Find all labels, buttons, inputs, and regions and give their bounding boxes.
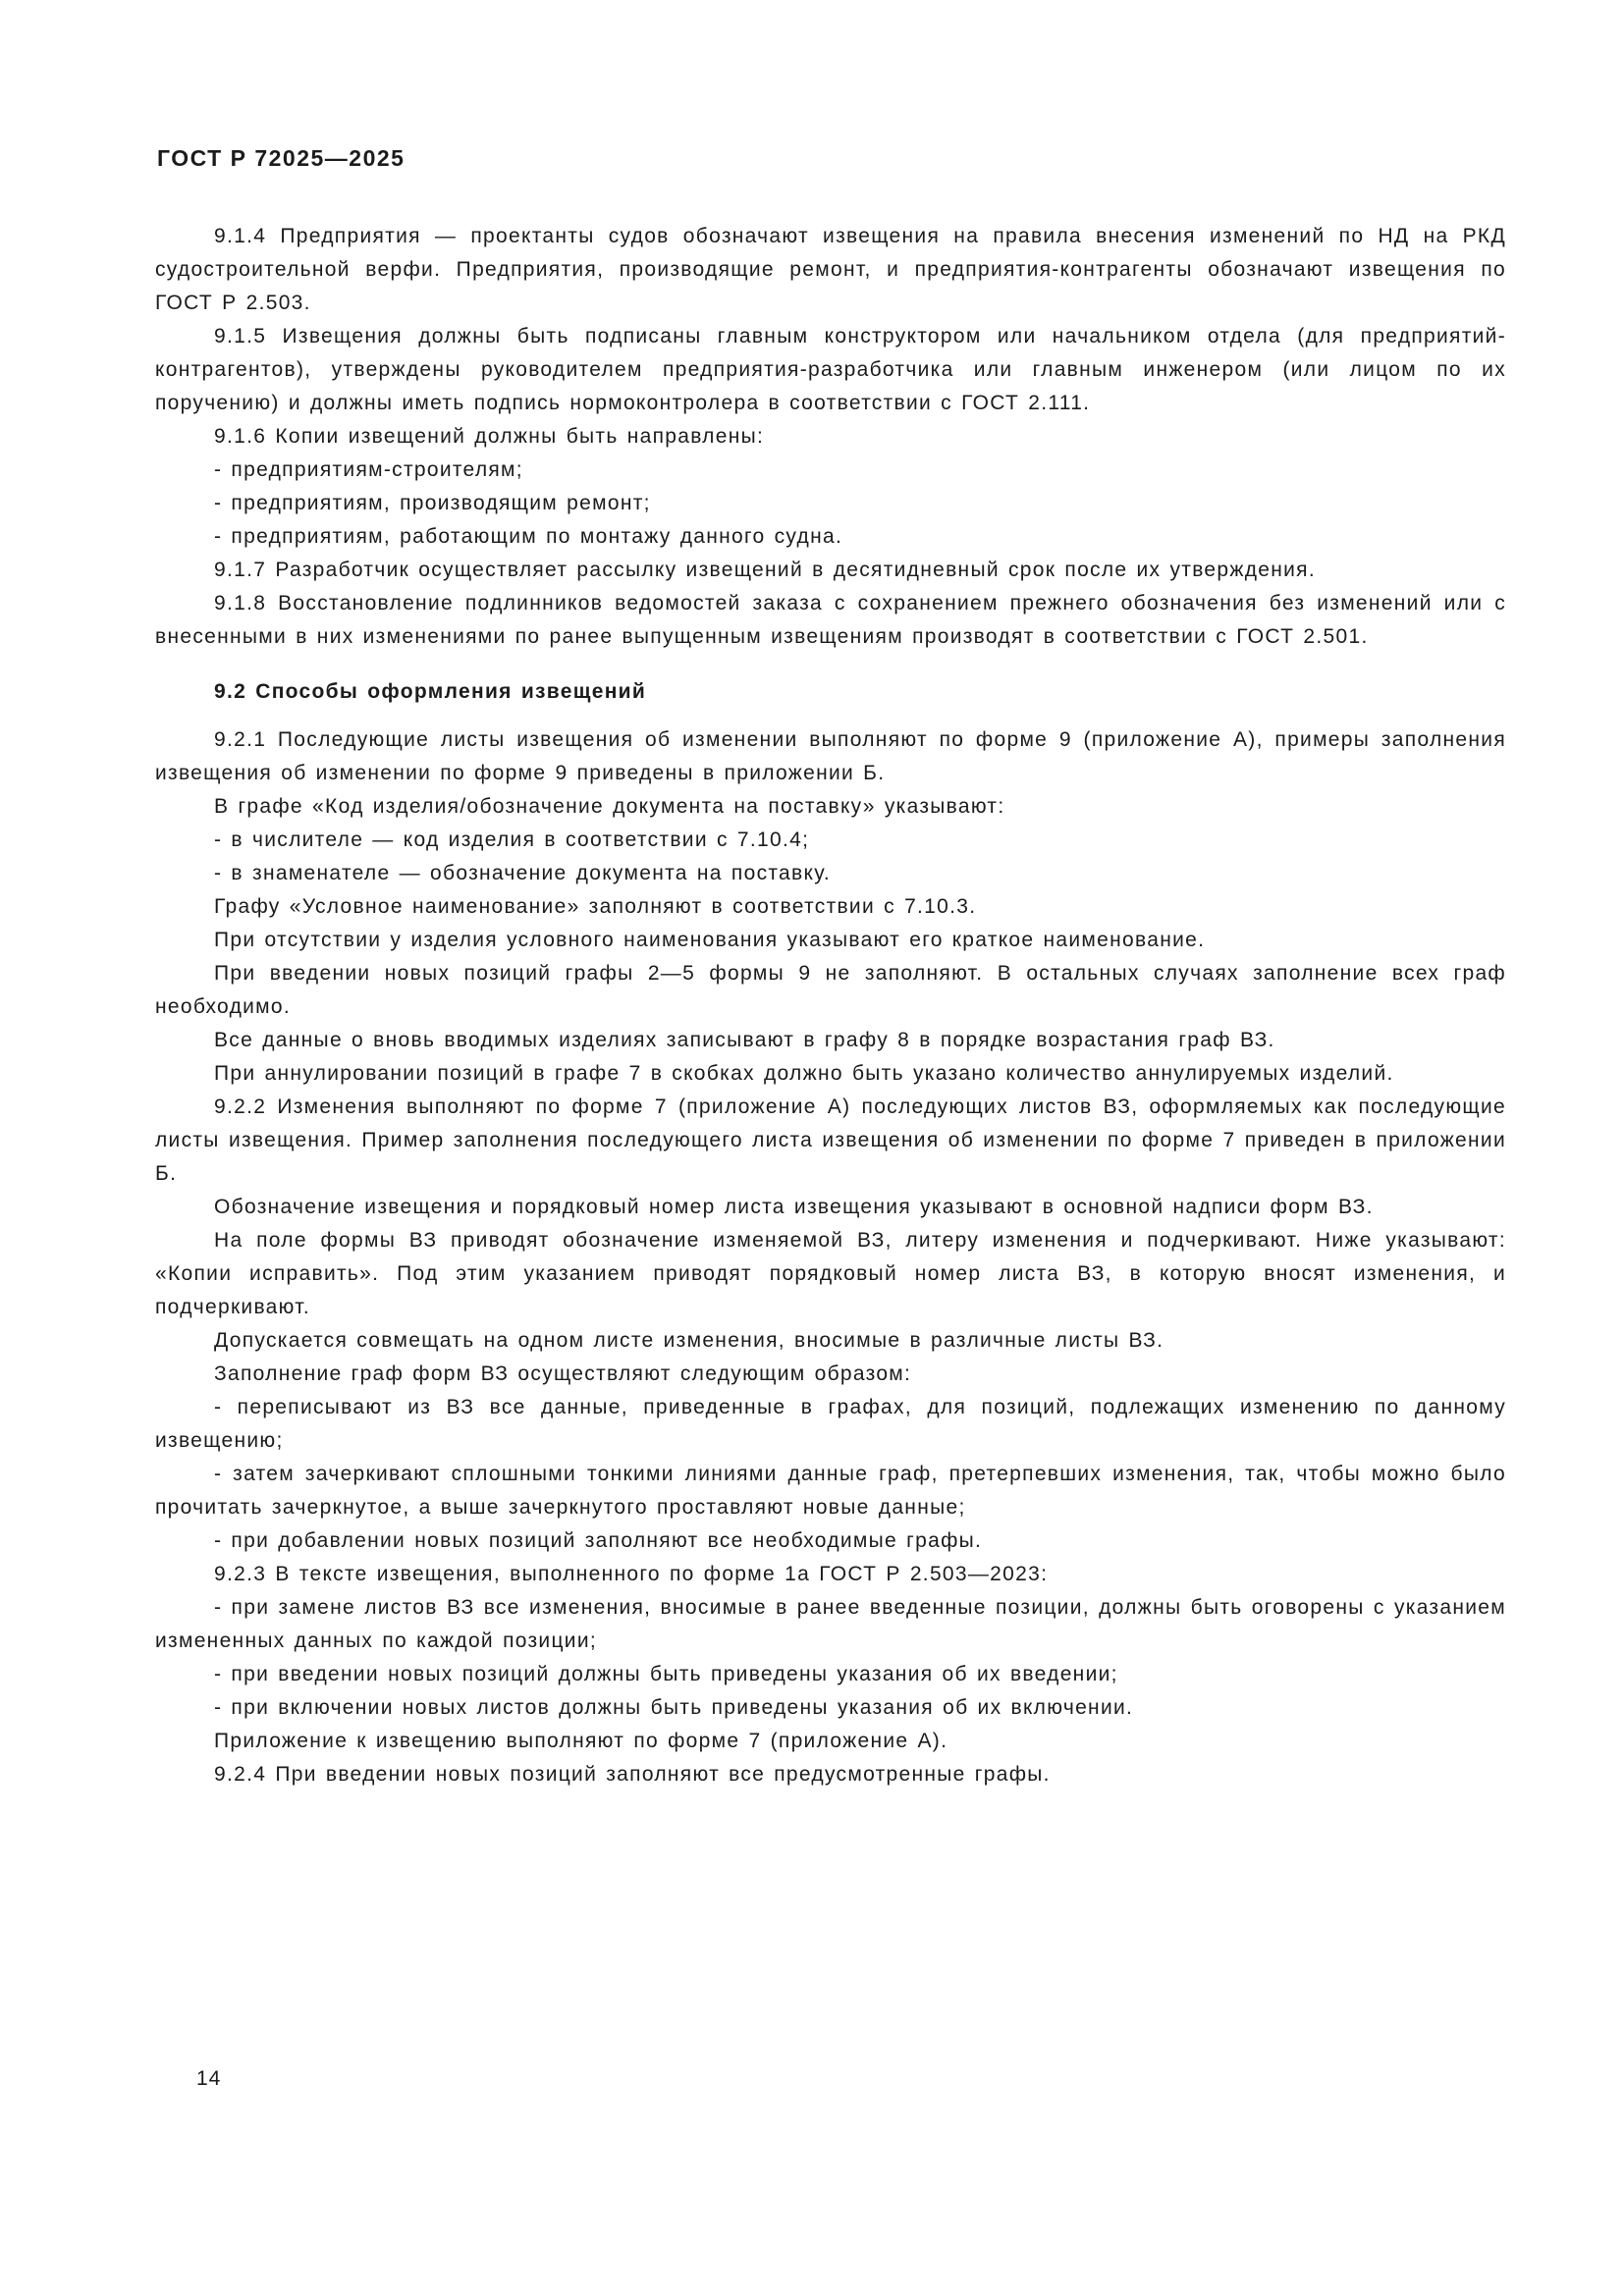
paragraph: - при включении новых листов должны быть приведены указания об их включении. <box>214 1696 1134 1719</box>
paragraph: Обозначение извещения и порядковый номер листа извещения указывают в основной надписи форм ВЗ. <box>214 1196 1374 1218</box>
paragraph: 9.1.4 Предприятия — проектанты судов обозначают извещения на правила внесения изменений по НД на РКД судостроительной верфи. Предприятия, производящие ремонт, и предприятия-контрагенты обозначают извещения по ГОСТ Р 2.503. <box>155 225 1506 314</box>
document-code-header: ГОСТ Р 72025—2025 <box>157 145 406 171</box>
paragraph: При введении новых позиций графы 2—5 формы 9 не заполняют. В остальных случаях заполнение всех граф необходимо. <box>155 962 1506 1018</box>
document-body <box>155 220 1506 1791</box>
section-heading: 9.2 Способы оформления извещений <box>214 680 647 703</box>
paragraph: 9.2.2 Изменения выполняют по форме 7 (приложение А) последующих листов ВЗ, оформляемых как последующие листы извещения. Пример заполнения последующего листа извещения об изменении по форме 7 приведен в приложении Б. <box>155 1095 1506 1185</box>
paragraph: При аннулировании позиций в графе 7 в скобках должно быть указано количество аннулируемых изделий. <box>214 1062 1394 1085</box>
paragraph: - в числителе — код изделия в соответствии с 7.10.4; <box>214 828 810 851</box>
paragraph: - предприятиям, производящим ремонт; <box>214 492 651 514</box>
paragraph: На поле формы ВЗ приводят обозначение изменяемой ВЗ, литеру изменения и подчеркивают. Ниже указывают: «Копии исправить». Под этим указанием приводят порядковый номер листа ВЗ, в которую вносят изменения, и подчеркивают. <box>155 1229 1506 1318</box>
paragraph: 9.2.3 В тексте извещения, выполненного по форме 1а ГОСТ Р 2.503—2023: <box>214 1563 1049 1585</box>
paragraph: 9.2.1 Последующие листы извещения об изменении выполняют по форме 9 (приложение А), примеры заполнения извещения об изменении по форме 9 приведены в приложении Б. <box>155 728 1506 784</box>
paragraph: - при добавлении новых позиций заполняют все необходимые графы. <box>214 1529 983 1552</box>
paragraph: 9.1.8 Восстановление подлинников ведомостей заказа с сохранением прежнего обозначения без изменений или с внесенными в них изменениями по ранее выпущенным извещениям производят в соответствии с ГОСТ 2.501. <box>155 592 1506 648</box>
paragraph: - при введении новых позиций должны быть приведены указания об их введении; <box>214 1663 1118 1685</box>
paragraph: Заполнение граф форм ВЗ осуществляют следующим образом: <box>214 1362 912 1385</box>
paragraph: - предприятиям-строителям; <box>214 458 523 481</box>
paragraph: 9.1.6 Копии извещений должны быть направлены: <box>214 425 765 448</box>
paragraph: Все данные о вновь вводимых изделиях записывают в графу 8 в порядке возрастания граф ВЗ. <box>214 1029 1275 1051</box>
paragraph: Графу «Условное наименование» заполняют в соответствии с 7.10.3. <box>214 895 977 918</box>
paragraph: 9.1.5 Извещения должны быть подписаны главным конструктором или начальником отдела (для предприятий-контрагентов), утверждены руководителем предприятия-разработчика или главным инженером (или лицом по их поручению) и должны иметь подпись нормоконтролера в соответствии с ГОСТ 2.111. <box>155 325 1506 414</box>
paragraph: В графе «Код изделия/обозначение документа на поставку» указывают: <box>214 795 1005 818</box>
paragraph: Допускается совмещать на одном листе изменения, вносимые в различные листы ВЗ. <box>214 1329 1164 1352</box>
paragraph: - при замене листов ВЗ все изменения, вносимые в ранее введенные позиции, должны быть оговорены с указанием измененных данных по каждой позиции; <box>155 1596 1506 1652</box>
paragraph: - в знаменателе — обозначение документа на поставку. <box>214 862 832 884</box>
paragraph: - переписывают из ВЗ все данные, приведенные в графах, для позиций, подлежащих изменению по данному извещению; <box>155 1396 1506 1452</box>
page-number: 14 <box>196 2067 222 2090</box>
paragraph: 9.2.4 При введении новых позиций заполняют все предусмотренные графы. <box>214 1763 1051 1786</box>
paragraph: 9.1.7 Разработчик осуществляет рассылку извещений в десятидневный срок после их утверждения. <box>214 559 1316 581</box>
paragraph: Приложение к извещению выполняют по форме 7 (приложение А). <box>214 1730 948 1752</box>
paragraph: При отсутствии у изделия условного наименования указывают его краткое наименование. <box>214 929 1206 951</box>
paragraph: - предприятиям, работающим по монтажу данного судна. <box>214 525 843 548</box>
paragraph: - затем зачеркивают сплошными тонкими линиями данные граф, претерпевших изменения, так, чтобы можно было прочитать зачеркнутое, а выше зачеркнутого проставляют новые данные; <box>155 1463 1506 1519</box>
